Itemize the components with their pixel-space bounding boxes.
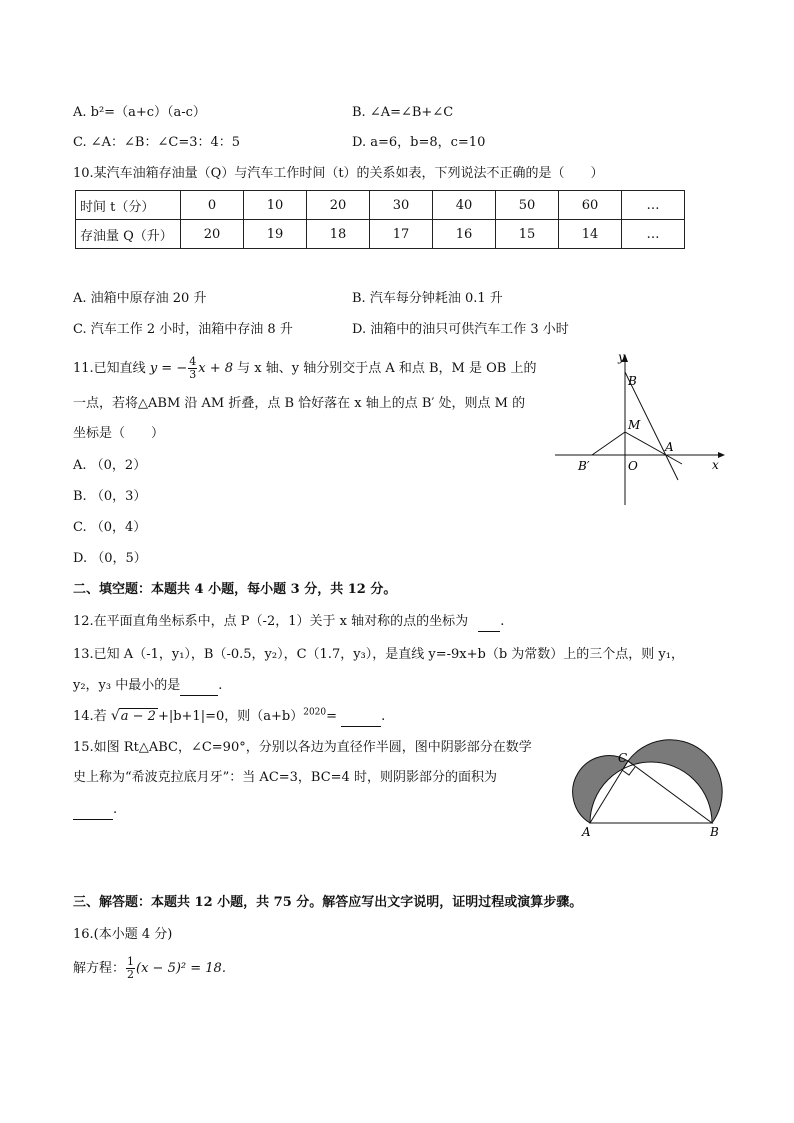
q9-option-a: A. b²=（a+c）（a-c） [73,105,206,120]
q10-stem: 10.某汽车油箱存油量（Q）与汽车工作时间（t）的关系如表，下列说法不正确的是（ ） [73,166,604,181]
q16-equation [73,955,226,983]
section-3-heading: 三、解答题：本题共 12 小题，共 75 分。解答应写出文字说明，证明过程或演算步骤。 [73,895,583,910]
q14: 14.若 √a − 2 +|b+1|=0，则$(a+b)^{2020}=$ . [73,706,385,727]
q11-stem-prefix: 11.已知直线 [73,361,146,376]
table-cell: 15 [496,220,559,249]
q11-line3: 坐标是（ ） [73,426,165,441]
table-row-oil [76,220,685,249]
sqrt-radical-icon: √ [110,708,120,724]
segment-bp-m [592,432,625,455]
table-header-time: 时间 t（分） [76,191,181,220]
q12-text: 12.在平面直角坐标系中，点 P（-2，1）关于 x 轴对称的点的坐标为 [73,614,469,629]
q11-fraction [188,356,197,381]
q12: 12.在平面直角坐标系中，点 P（-2，1）关于 x 轴对称的点的坐标为 . [73,612,504,632]
q11-line2: 一点，若将△ABM 沿 AM 折叠，点 B 恰好落在 x 轴上的点 B′ 处，则点 M 的 [73,396,526,411]
q9-option-c: C. ∠A：∠B：∠C=3：4：5 [73,135,241,150]
q15-line3: . [73,800,117,820]
q11-stem [73,356,536,381]
q11-coordinate-figure [550,350,730,510]
label-m: M [628,418,641,432]
q13-line2-text: y₂，y₃ 中最小的是 [73,678,181,693]
table-cell: 14 [559,220,622,249]
q14-suffix: = [326,709,338,724]
q14-sqrt-content: a − 2 [120,709,156,724]
q11-option-d: D. （0，5） [73,551,147,566]
q10-option-d: D. 油箱中的油只可供汽车工作 3 小时 [352,322,569,337]
label-y: y [618,350,625,364]
q11-option-a: A. （0，2） [73,458,147,473]
q11-stem-suffix: 与 x 轴、y 轴分别交于点 A 和点 B，M 是 OB 上的 [237,361,537,376]
label-b: B [628,374,637,388]
table-cell: 30 [370,191,433,220]
q15-lune-figure [570,735,730,840]
q11-option-b: B. （0，3） [73,489,147,504]
label-o: O [628,459,638,473]
table-cell: 60 [559,191,622,220]
q14-prefix: 14.若 [73,709,107,724]
q9-option-b: B. ∠A=∠B+∠C [352,105,454,120]
label-b-prime: B′ [578,459,590,473]
table-row-time [76,191,685,220]
q9-option-d: D. a=6，b=8，c=10 [352,135,486,150]
q16-title: 16.(本小题 4 分) [73,927,173,942]
label-x: x [712,458,719,472]
table-cell: … [622,220,685,249]
q16-frac-den: 2 [127,968,135,981]
table-cell: 18 [307,220,370,249]
q14-middle: +|b+1|=0，则（a+b） [157,709,304,724]
table-cell: 20 [181,220,244,249]
table-header-oil: 存油量 Q（升） [76,220,181,249]
q11-eq-lhs: y = − [149,361,188,376]
q11-frac-num: 4 [189,355,197,368]
label-b: B [710,825,719,839]
q16-prefix: 解方程： [73,961,126,976]
q13-line1: 13.已知 A（-1，y₁），B（-0.5，y₂），C（1.7，y₃），是直线 y=-9x+b（b 为常数）上的三个点，则 y₁， [73,647,684,662]
q16-frac-num: 1 [127,955,135,968]
table-cell: 0 [181,191,244,220]
q14-exponent: 2020 [303,707,327,718]
q15-answer-blank [73,805,113,820]
table-cell: 16 [433,220,496,249]
label-a: A [582,825,591,839]
q14-answer-blank [341,712,381,727]
table-cell: 10 [244,191,307,220]
q16-eq: (x − 5)² = 18. [136,961,226,976]
x-axis-arrow-icon [718,452,725,458]
q16-fraction [126,956,135,981]
q11-option-c: C. （0，4） [73,520,147,535]
label-c: C [618,751,628,765]
q15-line1: 15.如图 Rt△ABC，∠C=90°，分别以各边为直径作半圆，图中阴影部分在数学 [73,740,532,755]
q13-line2: y₂，y₃ 中最小的是 . [73,676,222,696]
q15-line2: 史上称为“希波克拉底月牙”：当 AC=3，BC=4 时，则阴影部分的面积为 [73,770,497,785]
table-cell: 50 [496,191,559,220]
q11-eq-rhs: x + 8 [198,361,233,376]
fuel-table [75,190,685,249]
table-cell: 17 [370,220,433,249]
table-cell: 20 [307,191,370,220]
table-cell: … [622,191,685,220]
q12-answer-blank [478,617,500,632]
section-2-heading: 二、填空题：本题共 4 小题，每小题 3 分，共 12 分。 [73,582,397,597]
q11-frac-den: 3 [189,368,197,381]
q10-option-c: C. 汽车工作 2 小时，油箱中存油 8 升 [73,322,293,337]
table-cell: 19 [244,220,307,249]
table-cell: 40 [433,191,496,220]
q10-option-a: A. 油箱中原存油 20 升 [73,291,207,306]
q10-option-b: B. 汽车每分钟耗油 0.1 升 [352,291,503,306]
q13-answer-blank [180,681,218,696]
label-a: A [665,440,674,454]
